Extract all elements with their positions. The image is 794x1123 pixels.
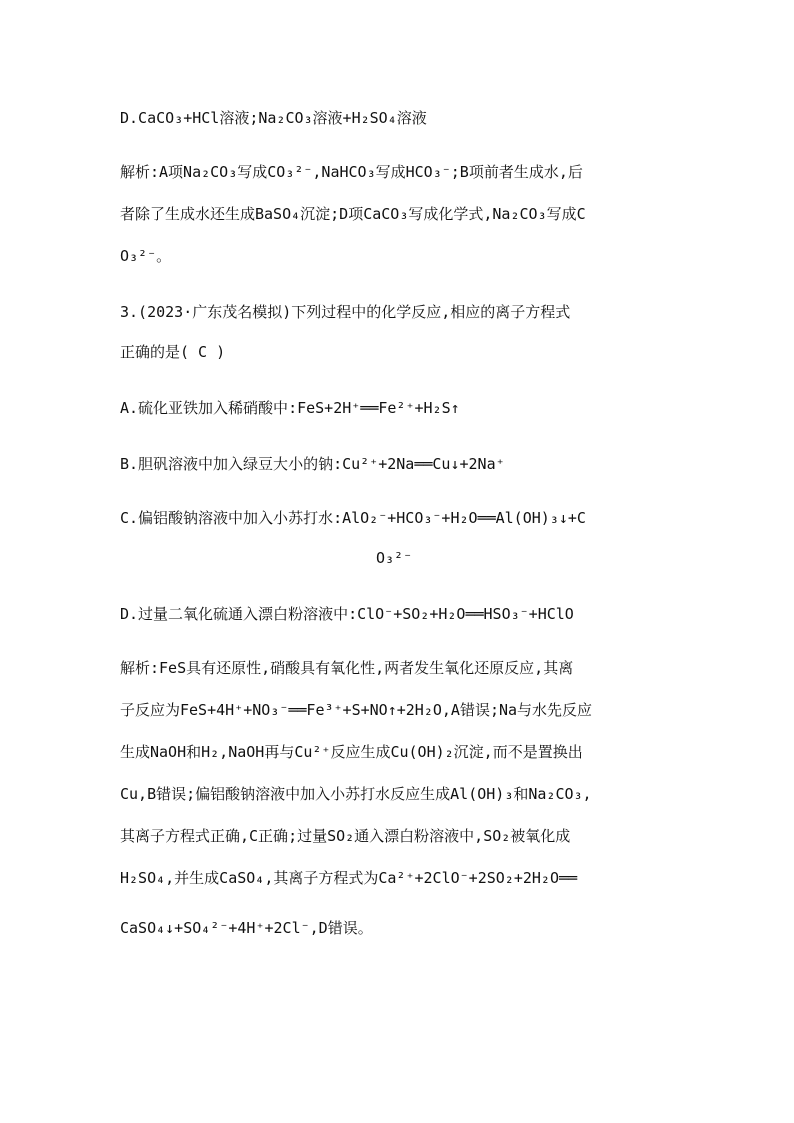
analysis-line-4: Cu,B错误;偏铝酸钠溶液中加入小苏打水反应生成Al(OH)₃和Na₂CO₃, [120, 785, 592, 803]
analysis-line-7: CaSO₄↓+SO₄²⁻+4H⁺+2Cl⁻,D错误。 [120, 919, 373, 937]
option-b: B.胆矾溶液中加入绿豆大小的钠:Cu²⁺+2Na══Cu↓+2Na⁺ [120, 455, 505, 473]
option-c-cont: O₃²⁻ [376, 549, 413, 567]
option-a: A.硫化亚铁加入稀硝酸中:FeS+2H⁺══Fe²⁺+H₂S↑ [120, 399, 460, 417]
analysis-line-2: 子反应为FeS+4H⁺+NO₃⁻══Fe³⁺+S+NO↑+2H₂O,A错误;Na与水先反应 [120, 701, 593, 719]
text-line-analysis-1: 解析:A项Na₂CO₃写成CO₃²⁻,NaHCO₃写成HCO₃⁻;B项前者生成水,后 [120, 163, 583, 181]
text-line-analysis-3: O₃²⁻。 [120, 247, 172, 265]
text-line-analysis-2: 者除了生成水还生成BaSO₄沉淀;D项CaCO₃写成化学式,Na₂CO₃写成C [120, 205, 586, 223]
text-line-option-d-prev: D.CaCO₃+HCl溶液;Na₂CO₃溶液+H₂SO₄溶液 [120, 109, 427, 127]
analysis-line-5: 其离子方程式正确,C正确;过量SO₂通入漂白粉溶液中,SO₂被氧化成 [120, 827, 571, 845]
option-d: D.过量二氧化硫通入漂白粉溶液中:ClO⁻+SO₂+H₂O══HSO₃⁻+HClO [120, 605, 574, 623]
option-c: C.偏铝酸钠溶液中加入小苏打水:AlO₂⁻+HCO₃⁻+H₂O══Al(OH)₃↓+C [120, 509, 586, 527]
analysis-line-1: 解析:FeS具有还原性,硝酸具有氧化性,两者发生氧化还原反应,其离 [120, 659, 574, 677]
question-3-stem-cont: 正确的是( C ) [120, 343, 226, 361]
analysis-line-6: H₂SO₄,并生成CaSO₄,其离子方程式为Ca²⁺+2ClO⁻+2SO₂+2H₂O══ [120, 869, 578, 887]
question-3-stem: 3.(2023·广东茂名模拟)下列过程中的化学反应,相应的离子方程式 [120, 303, 571, 321]
analysis-line-3: 生成NaOH和H₂,NaOH再与Cu²⁺反应生成Cu(OH)₂沉淀,而不是置换出 [120, 743, 583, 761]
